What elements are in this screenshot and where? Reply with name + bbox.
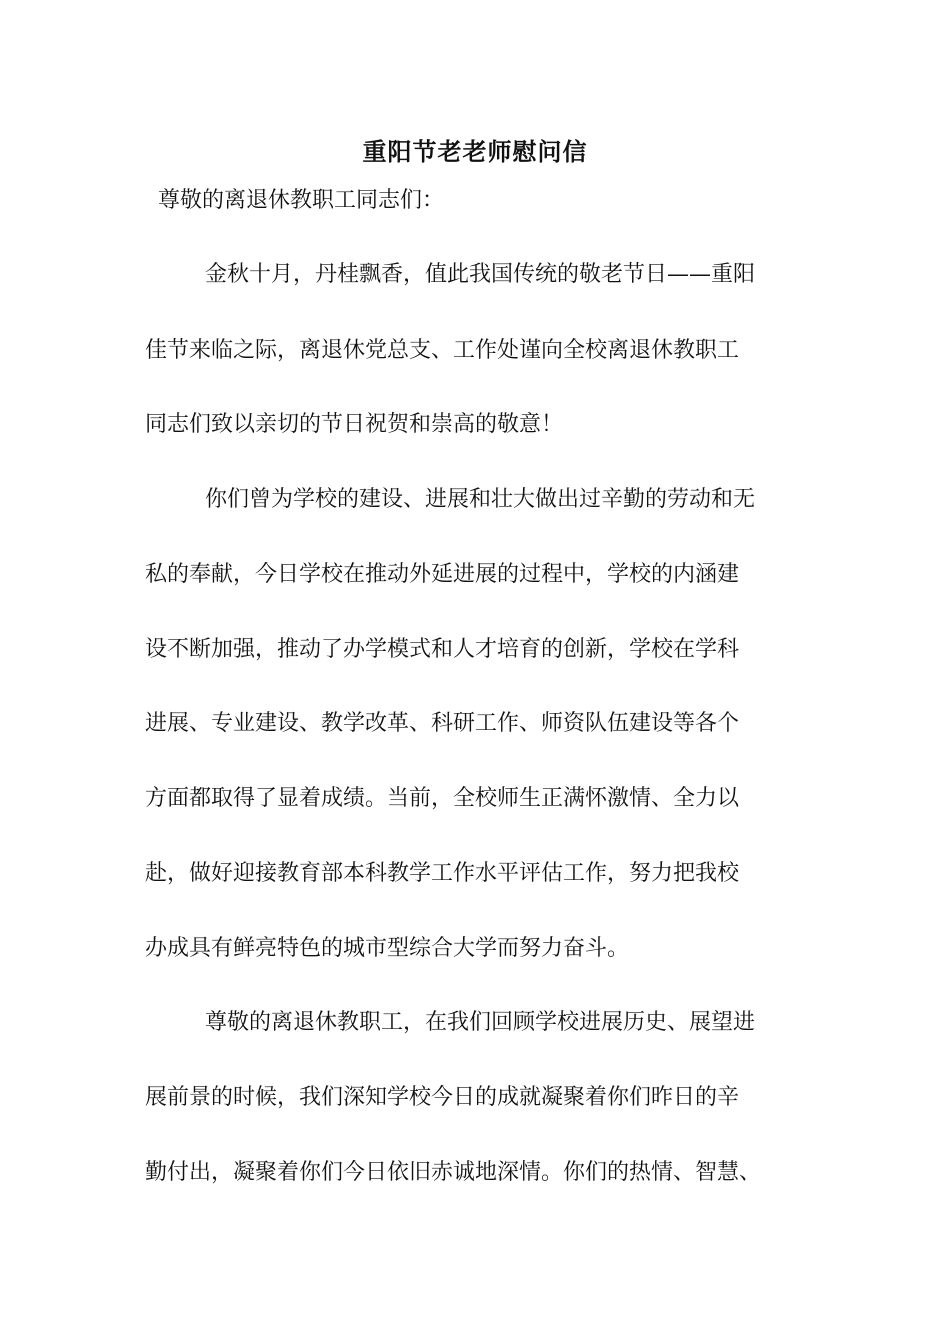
paragraph-line: 赴，做好迎接教育部本科教学工作水平评估工作，努力把我校: [145, 861, 740, 886]
paragraph-line: 私的奉献，今日学校在推动外延进展的过程中，学校的内涵建: [145, 562, 740, 587]
paragraph-line: 你们曾为学校的建设、进展和壮大做出过辛勤的劳动和无: [205, 487, 756, 512]
paragraph-line: 进展、专业建设、教学改革、科研工作、师资队伍建设等各个: [145, 711, 740, 736]
paragraph-line: 方面都取得了显着成绩。当前，全校师生正满怀激情、全力以: [145, 786, 740, 811]
paragraph-line: 勤付出，凝聚着你们今日依旧赤诚地深情。你们的热情、智慧、: [145, 1160, 762, 1185]
document-title: 重阳节老老师慰问信: [362, 137, 588, 166]
paragraph-line: 佳节来临之际，离退休党总支、工作处谨向全校离退休教职工: [145, 338, 740, 363]
paragraph-line: 办成具有鲜亮特色的城市型综合大学而努力奋斗。: [145, 936, 630, 961]
paragraph-line: 展前景的时候，我们深知学校今日的成就凝聚着你们昨日的辛: [145, 1085, 740, 1110]
paragraph-line: 同志们致以亲切的节日祝贺和崇高的敬意！: [145, 412, 564, 437]
paragraph-line: 尊敬的离退休教职工，在我们回顾学校进展历史、展望进: [205, 1010, 756, 1035]
paragraph-line: 设不断加强，推动了办学模式和人才培育的创新，学校在学科: [145, 637, 740, 662]
paragraph-line: 金秋十月，丹桂飘香，值此我国传统的敬老节日——重阳: [205, 262, 756, 287]
salutation: 尊敬的离退休教职工同志们：: [158, 188, 445, 213]
